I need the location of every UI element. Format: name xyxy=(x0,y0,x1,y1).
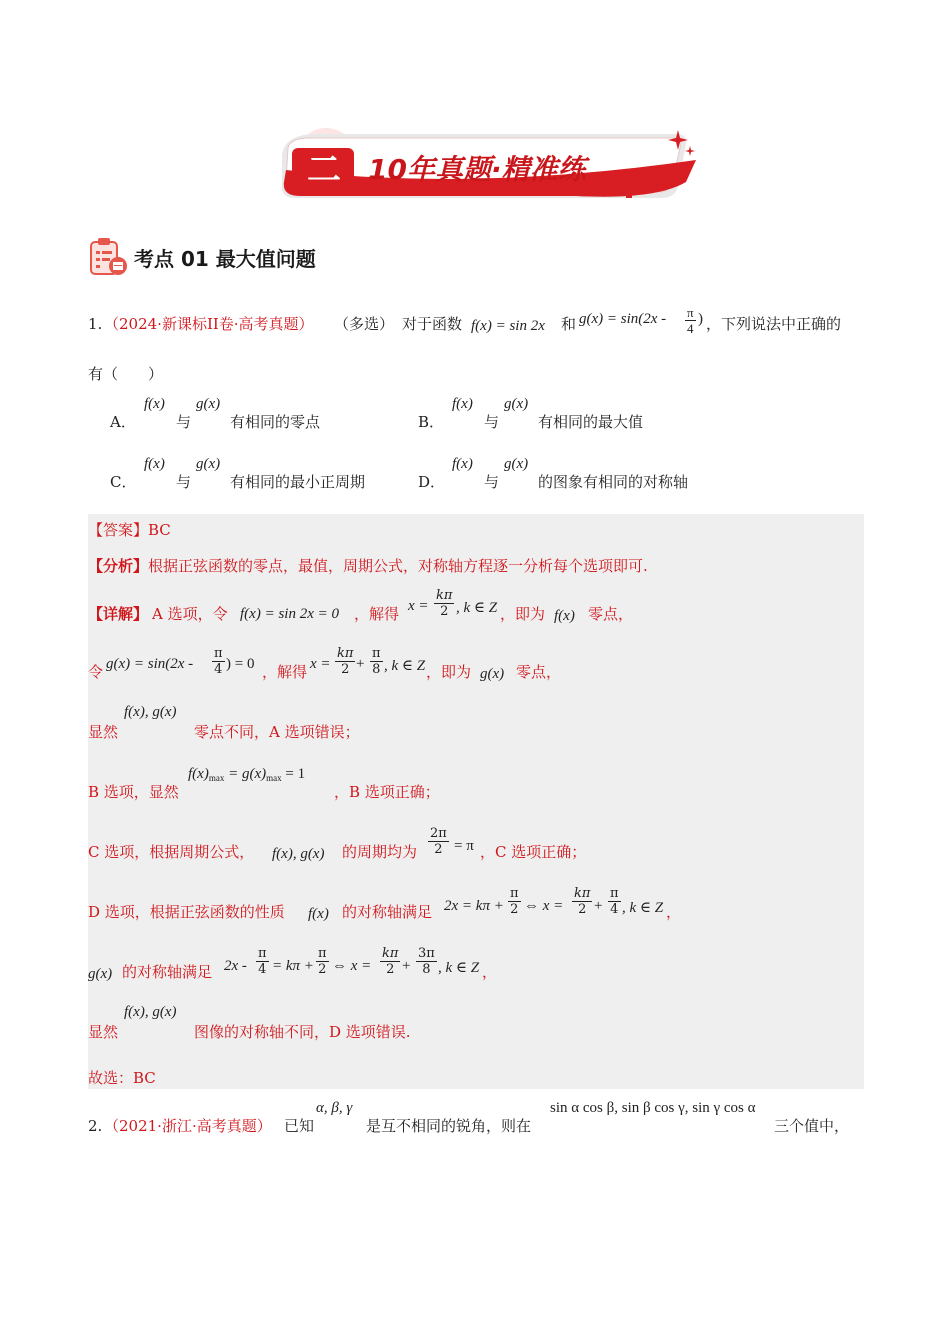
l7-frac4-den: 8 xyxy=(422,962,431,977)
q1-source: （2024·新课标II卷·高考真题） xyxy=(104,315,314,333)
option-b-f: f(x) xyxy=(452,396,473,412)
q2-b: 是互不相同的锐角，则在 xyxy=(366,1117,532,1135)
l2-d: 零点， xyxy=(516,663,562,681)
q2-a: 已知 xyxy=(284,1117,315,1135)
l7-eq2: = kπ + xyxy=(272,958,314,974)
l3-fg: f(x), g(x) xyxy=(124,704,177,720)
l2-x: x = xyxy=(310,656,331,672)
option-b-g: g(x) xyxy=(504,396,529,412)
option-b-text: 有相同的最大值 xyxy=(538,413,644,431)
l7-arrow: ⇔ x = xyxy=(332,958,372,974)
detail-tag: 【详解】 xyxy=(88,605,149,623)
l5-frac-den: 2 xyxy=(434,842,443,857)
l1-frac-num: kπ xyxy=(436,588,453,603)
option-a-text: 有相同的零点 xyxy=(230,413,321,431)
section-title: 考点 01 最大值问题 xyxy=(134,247,316,271)
l6-frac1-num: π xyxy=(510,886,519,901)
q1-intro: 对于函数 xyxy=(402,315,463,333)
q1-g-def-a: g(x) = sin(2x - xyxy=(579,311,667,327)
l2-b: ，解得 xyxy=(262,663,308,681)
q2-number: 2. xyxy=(88,1117,103,1135)
l4-b: ，B 选项正确； xyxy=(334,783,440,801)
l4-max2: max xyxy=(266,773,282,783)
l1-b: ，解得 xyxy=(354,605,400,623)
l7-plus: + xyxy=(402,958,411,974)
l6-plus: + xyxy=(594,898,603,914)
option-c-g: g(x) xyxy=(196,456,221,472)
option-c-text: 有相同的最小正周期 xyxy=(230,473,366,491)
l5-eq: = π xyxy=(454,838,474,854)
final-choice: 故选：BC xyxy=(88,1069,156,1087)
l6-fx: f(x) xyxy=(308,906,329,922)
l8-fg: f(x), g(x) xyxy=(124,1004,177,1020)
l7-frac3-num: kπ xyxy=(382,946,399,961)
option-c-yu: 与 xyxy=(176,473,192,491)
q1-line2: 有（ ） xyxy=(88,365,164,383)
option-d-yu: 与 xyxy=(484,473,500,491)
l2-frac2-den: 2 xyxy=(341,662,350,677)
l7-k: , k ∈ Z xyxy=(438,960,480,976)
option-a-yu: 与 xyxy=(176,413,192,431)
option-d-text: 的图象有相同的对称轴 xyxy=(538,473,689,491)
l7-frac1-den: 4 xyxy=(258,962,267,977)
l2-gx: g(x) xyxy=(480,666,505,682)
option-b-label: B． xyxy=(418,413,445,431)
detail-line-7 xyxy=(88,946,848,990)
q1-and: 和 xyxy=(561,315,577,333)
q1-number: 1. xyxy=(88,315,103,333)
l6-frac3 xyxy=(608,886,621,917)
l2-frac-num: π xyxy=(214,646,223,661)
l7-frac2-den: 2 xyxy=(318,962,327,977)
q1-f-def: f(x) = sin 2x xyxy=(471,318,545,334)
l6-c: ， xyxy=(666,903,682,921)
option-c-f: f(x) xyxy=(144,456,165,472)
l4-eq-1: = 1 xyxy=(285,766,306,782)
q2-source: （2021·浙江·高考真题） xyxy=(104,1117,272,1135)
l7-frac3-den: 2 xyxy=(386,962,395,977)
l6-frac2 xyxy=(572,886,592,917)
l6-frac2-den: 2 xyxy=(578,902,587,917)
l7-eq: 2x - xyxy=(224,958,247,974)
analysis-text: 根据正弦函数的零点，最值，周期公式，对称轴方程逐一分析每个选项即可. xyxy=(148,557,648,575)
l4-eq-g: = g(x) xyxy=(228,766,267,782)
option-a-label: A． xyxy=(110,413,136,431)
l2-frac3-den: 8 xyxy=(372,662,381,677)
l2-frac3-num: π xyxy=(372,646,381,661)
l2-eq: g(x) = sin(2x - xyxy=(106,656,194,672)
q2-c: 三个值中， xyxy=(774,1117,850,1135)
l2-frac2-num: kπ xyxy=(337,646,354,661)
l1-a: A 选项，令 xyxy=(152,605,228,623)
l1-fx: f(x) xyxy=(554,608,575,624)
detail-line-8 xyxy=(88,1004,588,1044)
option-a[interactable] xyxy=(110,396,390,432)
option-c[interactable] xyxy=(110,456,410,492)
q1-g-frac-num: π xyxy=(687,305,694,320)
option-b[interactable] xyxy=(418,396,718,432)
l2-frac2 xyxy=(335,646,355,677)
banner-dash-2 xyxy=(626,194,632,198)
l2-frac3 xyxy=(370,646,383,677)
l2-eq2: ) = 0 xyxy=(226,656,255,672)
l6-b: 的对称轴满足 xyxy=(342,903,433,921)
l4-eq-f: f(x) xyxy=(188,766,209,782)
l8-b: 图像的对称轴不同，D 选项错误. xyxy=(194,1023,411,1041)
q2-greek: α, β, γ xyxy=(316,1100,353,1116)
q1-g-frac-den: 4 xyxy=(687,321,694,336)
option-d-f: f(x) xyxy=(452,456,473,472)
l7-c: ， xyxy=(482,963,498,981)
l2-frac-den: 4 xyxy=(214,662,223,677)
l8-a: 显然 xyxy=(88,1023,119,1041)
l1-c: ，即为 xyxy=(500,605,546,623)
l6-eq: 2x = kπ + xyxy=(444,898,504,914)
option-a-f: f(x) xyxy=(144,396,165,412)
l4-max: max xyxy=(208,773,225,783)
l7-frac2 xyxy=(316,946,329,977)
l7-frac1 xyxy=(256,946,269,977)
l6-k: , k ∈ Z xyxy=(622,900,664,916)
l7-frac3 xyxy=(380,946,400,977)
option-b-yu: 与 xyxy=(484,413,500,431)
l7-gx: g(x) xyxy=(88,966,113,982)
option-c-label: C． xyxy=(110,473,137,491)
analysis-tag: 【分析】 xyxy=(88,557,149,575)
l6-frac2-num: kπ xyxy=(574,886,591,901)
detail-line-4 xyxy=(88,764,588,804)
banner-number: 二 xyxy=(307,150,341,190)
detail-line-6 xyxy=(88,886,848,930)
detail-line-2 xyxy=(88,646,848,690)
l4-a: B 选项，显然 xyxy=(88,783,179,801)
l2-frac xyxy=(212,646,225,677)
l1-eq: f(x) = sin 2x = 0 xyxy=(240,606,339,622)
l2-plus: + xyxy=(356,656,365,672)
l6-frac3-den: 4 xyxy=(610,902,619,917)
detail-line-5 xyxy=(88,826,688,866)
l1-d: 零点， xyxy=(588,605,634,623)
detail-line-3 xyxy=(88,704,588,744)
l3-a: 显然 xyxy=(88,723,119,741)
question-2 xyxy=(88,1098,868,1138)
q1-tag: （多选） xyxy=(334,315,395,333)
l5-frac xyxy=(428,826,449,857)
l5-b: 的周期均为 xyxy=(342,843,418,861)
q1-g-frac xyxy=(685,305,696,336)
q2-expr: sin α cos β, sin β cos γ, sin γ cos α xyxy=(550,1100,756,1116)
option-d[interactable] xyxy=(418,456,758,492)
l5-c: ，C 选项正确； xyxy=(480,843,587,861)
l1-k: , k ∈ Z xyxy=(456,600,498,616)
l1-frac-den: 2 xyxy=(440,604,449,619)
l6-frac3-num: π xyxy=(610,886,619,901)
l5-a: C 选项，根据周期公式， xyxy=(88,843,255,861)
q1-tail: ，下列说法中正确的 xyxy=(706,315,842,333)
l5-fg: f(x), g(x) xyxy=(272,846,325,862)
l2-a: 令 xyxy=(88,663,104,681)
l6-arrow: ⇔ x = xyxy=(524,898,564,914)
l2-k: , k ∈ Z xyxy=(384,658,426,674)
option-d-label: D． xyxy=(418,473,446,491)
l7-frac4-num: 3π xyxy=(418,946,435,961)
banner-title: 10年真题·精准练 xyxy=(368,153,586,186)
option-a-g: g(x) xyxy=(196,396,221,412)
l6-a: D 选项，根据正弦函数的性质 xyxy=(88,903,285,921)
answer-line: 【答案】BC xyxy=(88,521,171,539)
l7-frac1-num: π xyxy=(258,946,267,961)
l5-frac-num: 2π xyxy=(430,826,447,841)
l7-frac4 xyxy=(416,946,437,977)
l4-eq xyxy=(188,766,305,783)
l6-frac1 xyxy=(508,886,521,917)
l1-frac xyxy=(434,588,454,619)
l7-frac2-num: π xyxy=(318,946,327,961)
option-d-g: g(x) xyxy=(504,456,529,472)
l2-c: ，即为 xyxy=(426,663,472,681)
banner-dash-1 xyxy=(616,192,622,196)
analysis-line xyxy=(88,556,648,576)
detail-line-1 xyxy=(88,588,848,628)
sparkle-small-icon xyxy=(685,146,695,156)
l1-x: x = xyxy=(408,598,429,614)
l3-b: 零点不同，A 选项错误； xyxy=(194,723,360,741)
q1-g-def-close: ) xyxy=(698,311,703,327)
l6-frac1-den: 2 xyxy=(510,902,519,917)
clipboard-checklist-icon xyxy=(88,236,128,276)
title-banner xyxy=(276,126,700,206)
l7-a: 的对称轴满足 xyxy=(122,963,213,981)
